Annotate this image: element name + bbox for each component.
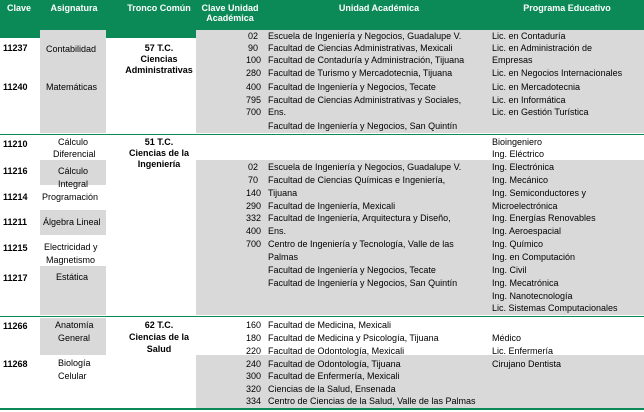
- unidad-line: Facultad de Ciencias Administrativas y Sociales,: [268, 95, 462, 105]
- tronco-line: 51 T.C.: [144, 137, 174, 147]
- ua-code: 02: [248, 31, 259, 41]
- asignatura-cell: Cálculo: [58, 166, 89, 176]
- clave-cell: 11266: [3, 321, 28, 331]
- unidad-line: Facultad de Odontología, Tijuana: [268, 359, 401, 369]
- programa-line: Ing. Mecánico: [492, 175, 549, 185]
- ua-code: 400: [246, 82, 262, 92]
- programa-line: Lic. en Gestión Turística: [492, 107, 589, 117]
- ua-code: 90: [248, 43, 259, 53]
- unidad-line: Facultad de Ingeniería y Negocios, Tecate: [268, 82, 436, 92]
- tronco-line: 57 T.C.: [144, 43, 174, 53]
- tronco-line: Ciencias de la: [128, 148, 190, 158]
- asignatura-cell: Contabilidad: [46, 44, 97, 54]
- clave-cell: 11211: [3, 217, 28, 227]
- clave-cell: 11268: [3, 359, 28, 369]
- asignatura-cell: Programación: [42, 192, 99, 202]
- asignatura-cell: Biología: [58, 358, 91, 368]
- unidad-line: Ciencias de la Salud, Ensenada: [268, 384, 396, 394]
- unidad-line: Facultad de Ingeniería y Negocios, San Quintín: [268, 278, 458, 288]
- asignatura-cell: Celular: [58, 371, 87, 381]
- programa-line: Ing. en Computación: [492, 252, 576, 262]
- ua-code: 320: [246, 384, 262, 394]
- programa-line: Ing. Aeroespacial: [492, 226, 562, 236]
- programa-line: Ing. Mecatrónica: [492, 278, 559, 288]
- unidad-line: Tijuana: [268, 188, 298, 198]
- unidad-line: Facultad de Medicina, Mexicali: [268, 320, 392, 330]
- header-unidad: Unidad Académica: [338, 3, 420, 13]
- asignatura-cell: Álgebra Lineal: [43, 217, 101, 227]
- tronco-line: Administrativas: [125, 65, 193, 75]
- unidad-line: Facultad de Odontología, Mexicali: [268, 346, 405, 356]
- header-clave: Clave: [6, 3, 32, 13]
- programa-line: Empresas: [492, 55, 533, 65]
- programa-line: Ing. Electrónica: [492, 162, 555, 172]
- ua-code: 70: [248, 175, 259, 185]
- clave-cell: 11240: [3, 82, 28, 92]
- ua-code: 140: [246, 188, 262, 198]
- programa-line: Lic. en Negocios Internacionales: [492, 68, 623, 78]
- unidad-line: Ens.: [268, 226, 287, 236]
- ua-code: 332: [246, 213, 262, 223]
- tronco-line: Salud: [146, 344, 172, 354]
- unidad-line: Facultad de Enfermería, Mexicali: [268, 371, 400, 381]
- programa-line: Médico: [492, 333, 522, 343]
- section-divider: [0, 134, 644, 135]
- asignatura-cell: Integral: [58, 179, 89, 189]
- programa-line: Ing. Químico: [492, 239, 544, 249]
- unidad-line: Ens.: [268, 107, 287, 117]
- asignatura-cell: Magnetismo: [46, 255, 96, 265]
- ua-code: 02: [248, 162, 259, 172]
- unidad-line: Centro de Ingeniería y Tecnología, Valle de las: [268, 239, 454, 249]
- unidad-line: Facultad de Ingeniería, Mexicali: [268, 201, 396, 211]
- ua-code: 220: [246, 346, 262, 356]
- unidad-line: Facultad de Ingeniería y Negocios, Tecate: [268, 265, 436, 275]
- unidad-line: Facultad de Turismo y Mercadotecnia, Tijuana: [268, 68, 453, 78]
- section-salud: [0, 318, 644, 408]
- ua-code: 240: [246, 359, 262, 369]
- ua-code: 290: [246, 201, 262, 211]
- section-administrativas: [0, 30, 644, 133]
- clave-cell: 11237: [3, 43, 28, 53]
- programa-line: Lic. en Contaduría: [492, 31, 566, 41]
- asignatura-cell: General: [58, 333, 91, 343]
- asignatura-cell: Anatomía: [55, 320, 94, 330]
- ua-code: 795: [246, 95, 262, 105]
- header-tronco: Tronco Común: [127, 3, 191, 13]
- header-programa: Programa Educativo: [523, 3, 611, 13]
- ua-code: 400: [246, 226, 262, 236]
- asignatura-cell: Matemáticas: [46, 82, 98, 92]
- programa-line: Ing. Civil: [492, 265, 527, 275]
- unidad-line: Facultad de Medicina y Psicología, Tijuana: [268, 333, 439, 343]
- ua-code: 100: [246, 55, 262, 65]
- ua-code: 280: [246, 68, 262, 78]
- unidad-line: Facultad de Contaduría y Administración, Tijuana: [268, 55, 465, 65]
- programa-line: Ing. Semiconductores y: [492, 188, 587, 198]
- unidad-line: Escuela de Ingeniería y Negocios, Guadalupe V.: [268, 31, 462, 41]
- clave-cell: 11210: [3, 139, 28, 149]
- unidad-line: Palmas: [268, 252, 299, 262]
- table-bottom-border: [0, 408, 644, 410]
- unidad-line: Facultad de Ingeniería, Arquitectura y Diseño,: [268, 213, 451, 223]
- programa-line: Microelectrónica: [492, 201, 558, 211]
- header-clave-ua: Clave Unidad Académica: [201, 3, 259, 23]
- ua-code: 160: [246, 320, 262, 330]
- programa-line: Lic. Sistemas Computacionales: [492, 303, 618, 313]
- clave-cell: 11214: [3, 192, 28, 202]
- ua-code: 700: [246, 239, 262, 249]
- clave-cell: 11216: [3, 166, 28, 176]
- asignatura-cell: Cálculo: [58, 137, 89, 147]
- unidad-line: Escuela de Ingeniería y Negocios, Guadalupe V.: [268, 162, 462, 172]
- tronco-line: Ingeniería: [137, 159, 181, 169]
- ua-code: 700: [246, 107, 262, 117]
- asignatura-cell: Estática: [56, 272, 89, 282]
- asignatura-cell: Electricidad y: [44, 242, 98, 252]
- tronco-line: 62 T.C.: [144, 320, 174, 330]
- ua-code: 180: [246, 333, 262, 343]
- unidad-line: Facultad de Ingeniería y Negocios, San Quintín: [268, 121, 458, 131]
- section-divider: [0, 316, 644, 317]
- unidad-line: Centro de Ciencias de la Salud, Valle de las Palmas: [268, 396, 476, 406]
- tronco-line: Ciencias de la: [128, 332, 190, 342]
- unidad-line: Facultad de Ciencias Químicas e Ingeniería,: [268, 175, 446, 185]
- asignatura-cell: Diferencial: [53, 149, 96, 159]
- ua-code: 334: [246, 396, 262, 406]
- programa-line: Lic. en Mercadotecnia: [492, 82, 581, 92]
- programa-line: Ing. Eléctrico: [492, 149, 545, 159]
- clave-cell: 11217: [3, 273, 28, 283]
- programa-line: Lic. en Informática: [492, 95, 566, 105]
- programa-line: Lic. en Administración de: [492, 43, 593, 53]
- programa-line: Cirujano Dentista: [492, 359, 562, 369]
- unidad-line: Facultad de Ciencias Administrativas, Mexicali: [268, 43, 453, 53]
- header-asignatura: Asignatura: [50, 3, 98, 13]
- tronco-line: Ciencias: [140, 54, 178, 64]
- programa-line: Lic. Enfermería: [492, 346, 554, 356]
- section-ingenieria: [0, 136, 644, 315]
- programa-line: Ing. Nanotecnología: [492, 291, 573, 301]
- ua-code: 300: [246, 371, 262, 381]
- programa-line: Bioingeniero: [492, 137, 543, 147]
- programa-line: Ing. Energías Renovables: [492, 213, 596, 223]
- clave-cell: 11215: [3, 243, 28, 253]
